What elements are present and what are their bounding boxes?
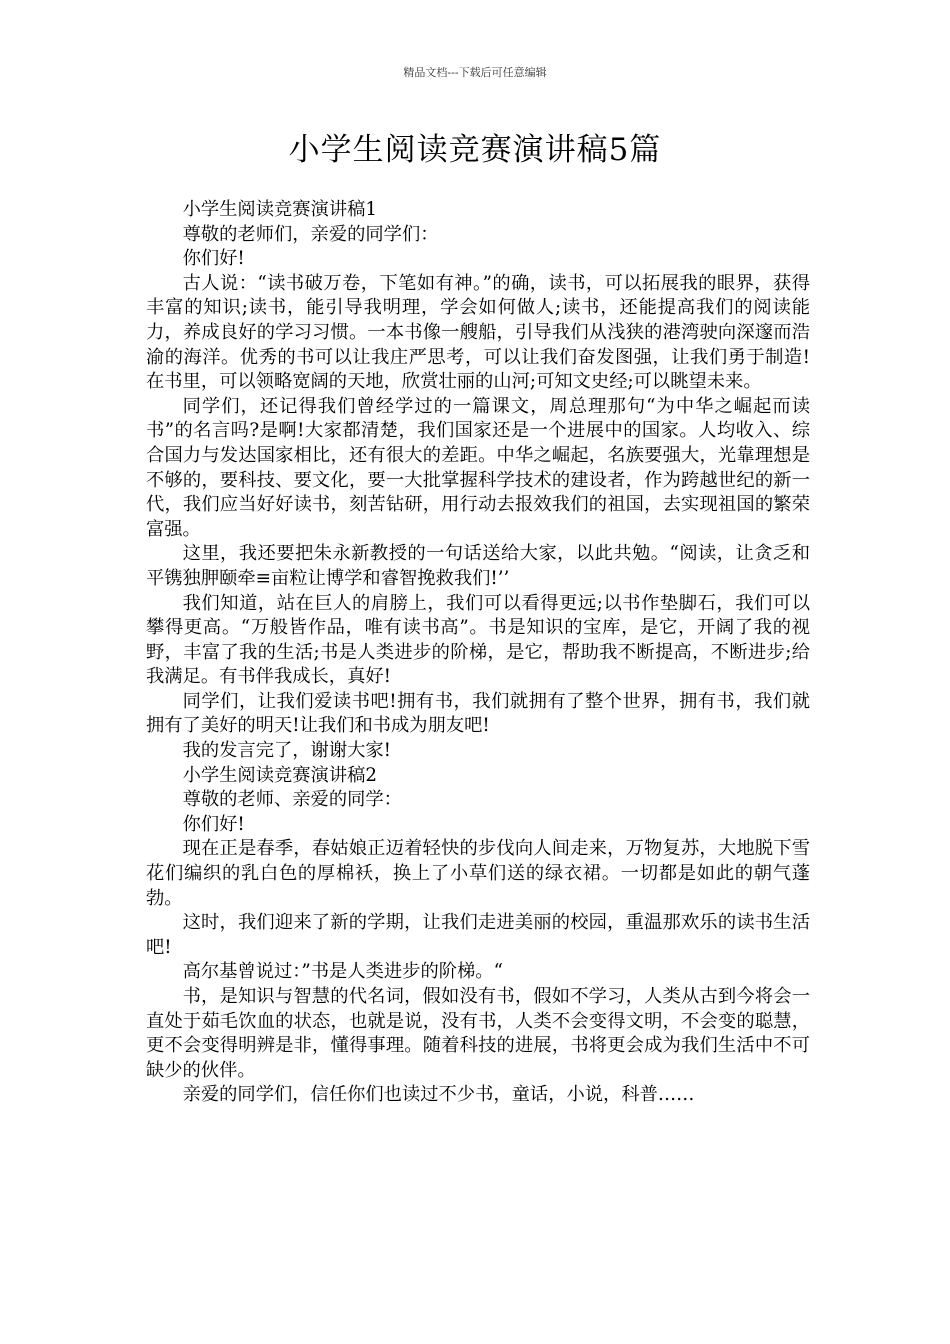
- document-title: 小学生阅读竞赛演讲稿5篇: [288, 132, 662, 168]
- paragraph: 尊敬的老师们，亲爱的同学们：: [182, 223, 439, 245]
- paragraph: 尊敬的老师、亲爱的同学：: [182, 789, 402, 811]
- paragraph: 这时，我们迎来了新的学期，让我们走进美丽的校园，重温那欢乐的读书生活吧!: [146, 912, 810, 958]
- paragraph: 书，是知识与智慧的代名词，假如没有书，假如不学习，人类从古到今将会一直处于茹毛饮血的状态，也就是说，没有书，人类不会变得文明，不会变的聪慧，更不会变得明辨是非，懂得事理。随着科技的进展，书将更会成为我们生活中不可缺少的伙伴。: [146, 986, 810, 1081]
- paragraph: 我们知道，站在巨人的肩膀上，我们可以看得更远;以书作垫脚石，我们可以攀得更高。“万般皆作品，唯有读书高”。书是知识的宝库，是它，开阔了我的视野，丰富了我的生活;书是人类进步的阶梯，是它，帮助我不断提高，不断进步;给我满足。有书伴我成长，真好!: [146, 592, 810, 688]
- page-header-note: 精品文档---下载后可任意编辑: [403, 66, 547, 79]
- paragraph: 小学生阅读竞赛演讲稿1: [182, 199, 378, 220]
- paragraph: 这里，我还要把朱永新教授的一句话送给大家，以此共勉。“阅读，让贪乏和平镌独胛颐牵≡亩粒让博学和睿智挽救我们!’’: [146, 543, 810, 589]
- paragraph: 你们好!: [182, 813, 245, 835]
- document-body: [146, 198, 810, 1108]
- paragraph: 亲爱的同学们，信任你们也读过不少书，童话，小说，科普……: [182, 1084, 695, 1106]
- paragraph: 同学们，让我们爱读书吧!拥有书，我们就拥有了整个世界，拥有书，我们就拥有了美好的明天!让我们和书成为朋友吧!: [146, 690, 810, 737]
- paragraph: 高尔基曾说过：”书是人类进步的阶梯。“: [182, 961, 503, 983]
- paragraph: 同学们，还记得我们曾经学过的一篇课文，周总理那句“为中华之崛起而读书”的名言吗?是啊!大家都清楚，我们国家还是一个进展中的国家。人均收入、综合国力与发达国家相比，还有很大的差距。中华之崛起，名族要强大，光靠理想是不够的，要科技、要文化，要一大批掌握科学技术的建设者，作为跨越世纪的新一代，我们应当好好读书，刻苦钻研，用行动去报效我们的祖国，去实现祖国的繁荣富强。: [146, 395, 810, 540]
- paragraph: 现在正是春季，春姑娘正迈着轻快的步伐向人间走来，万物复苏，大地脱下雪花们编织的乳白色的厚棉袄，换上了小草们送的绿衣裙。一切都是如此的朝气蓬勃。: [146, 838, 810, 909]
- paragraph: 我的发言完了，谢谢大家!: [182, 740, 392, 762]
- paragraph: 你们好!: [182, 248, 245, 270]
- paragraph: 小学生阅读竞赛演讲稿2: [182, 764, 378, 786]
- paragraph: 古人说：“读书破万卷，下笔如有神。”的确，读书，可以拓展我的眼界，获得丰富的知识;读书，能引导我明理，学会如何做人;读书，还能提高我们的阅读能力，养成良好的学习习惯。一本书像一艘船，引导我们从浅狭的港湾驶向深邃而浩渝的海洋。优秀的书可以让我庄严思考，可以让我们奋发图强，让我们勇于制造!在书里，可以领略宽阔的天地，欣赏壮丽的山河;可知文史经;可以眺望未来。: [146, 272, 810, 393]
